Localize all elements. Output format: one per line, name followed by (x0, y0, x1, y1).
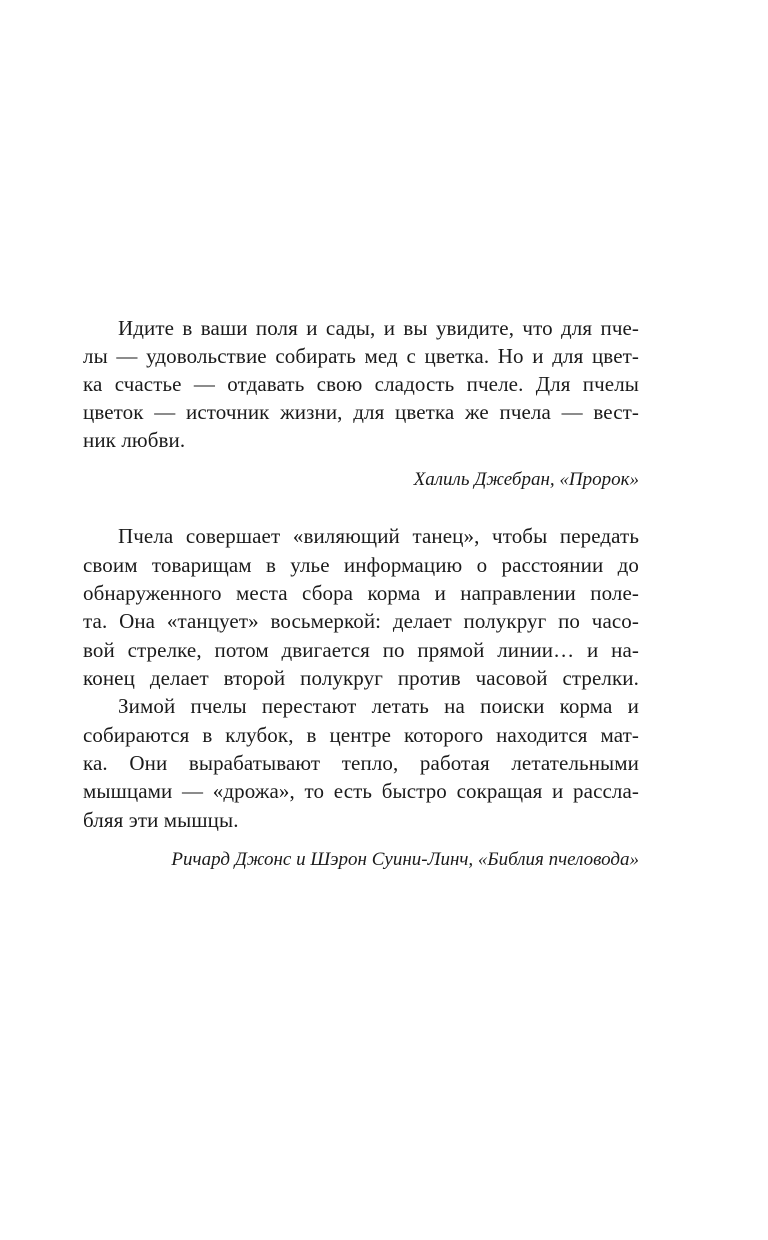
text-line: бляя эти мышцы. (83, 808, 239, 832)
text-line: ка. Они вырабатывают тепло, работая летательными (83, 751, 639, 775)
epigraph-attribution-1: Халиль Джебран, «Пророк» (413, 469, 639, 490)
text-line: своим товарищам в улье информацию о расстоянии до (83, 553, 639, 577)
text-line: цветок — источник жизни, для цветка же пчела — вест- (83, 400, 639, 424)
text-line: та. Она «танцует» восьмеркой: делает полукруг по часо- (83, 609, 639, 633)
text-line: Пчела совершает «виляющий танец», чтобы передать (118, 524, 639, 548)
book-page (83, 0, 639, 1240)
epigraph-attribution-2: Ричард Джонс и Шэрон Суини-Линч, «Библия пчеловода» (171, 849, 639, 870)
text-line: ник любви. (83, 428, 186, 452)
text-line: Зимой пчелы перестают летать на поиски корма и (118, 694, 639, 718)
text-line: обнаруженного места сбора корма и направлении поле- (83, 581, 639, 605)
text-line: вой стрелке, потом двигается по прямой линии… и на- (83, 638, 639, 662)
text-line: конец делает второй полукруг против часовой стрелки. (83, 666, 639, 690)
text-line: лы — удовольствие собирать мед с цветка. Но и для цвет- (83, 344, 639, 368)
text-line: мышцами — «дрожа», то есть быстро сокращая и рассла- (83, 779, 639, 803)
text-line: собираются в клубок, в центре которого находится мат- (83, 723, 639, 747)
text-line: Идите в ваши поля и сады, и вы увидите, что для пче- (118, 316, 639, 340)
text-line: ка счастье — отдавать свою сладость пчеле. Для пчелы (83, 372, 639, 396)
